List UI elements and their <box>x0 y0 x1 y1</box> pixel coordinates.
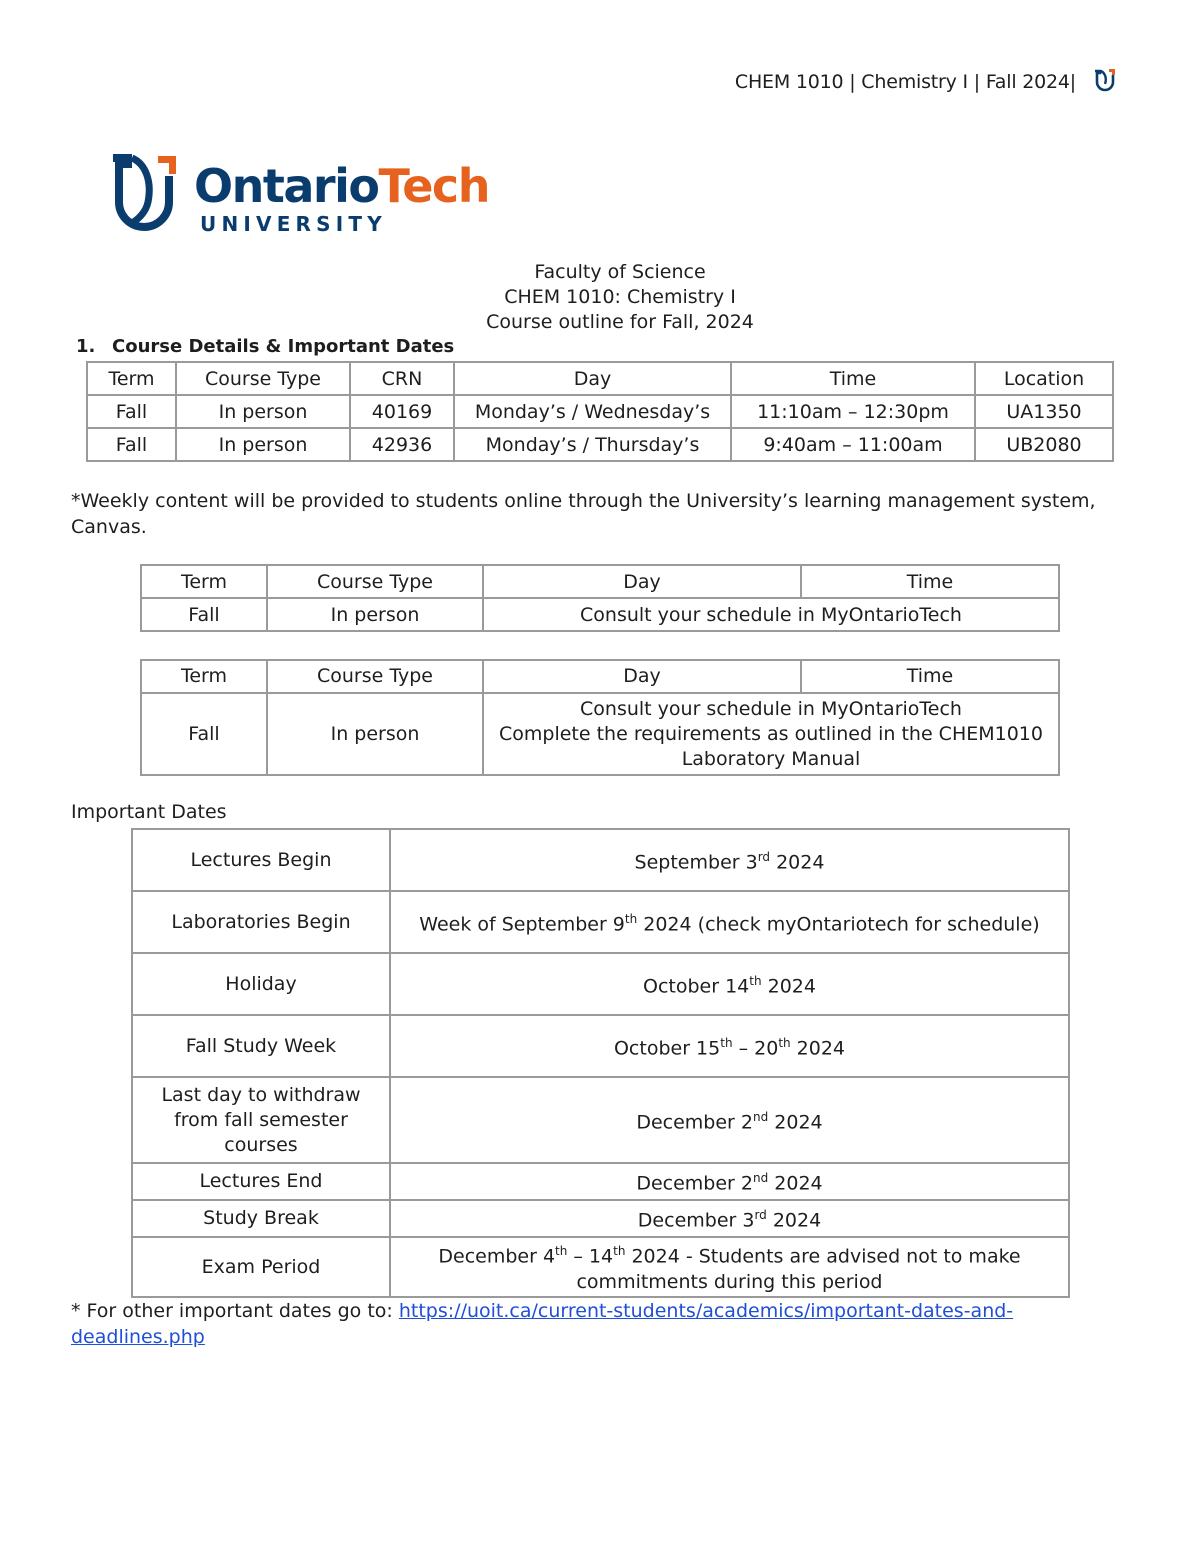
running-title: CHEM 1010 | Chemistry I | Fall 2024| <box>734 71 1076 93</box>
footnote-text: * For other important dates go to: <box>71 1300 399 1322</box>
date-cell: October 15th – 20th 2024 <box>390 1015 1069 1077</box>
event-cell: Lectures End <box>132 1163 390 1200</box>
table-row <box>141 693 1059 775</box>
header-cell: Location <box>975 362 1113 395</box>
header-cell: Term <box>87 362 176 395</box>
header-cell: Course Type <box>176 362 350 395</box>
date-cell: December 4th – 14th 2024 - Students are advised not to make commitments during this period <box>390 1237 1069 1297</box>
important-dates-footnote <box>71 1298 1131 1350</box>
logo-subtitle: UNIVERSITY <box>200 212 387 236</box>
table-row <box>87 395 1113 428</box>
table-row <box>87 428 1113 461</box>
date-cell: September 3rd 2024 <box>390 829 1069 891</box>
header-cell: CRN <box>350 362 454 395</box>
important-dates-label: Important Dates <box>71 801 227 823</box>
cell: Monday’s / Wednesday’s <box>454 395 731 428</box>
cell: Fall <box>87 428 176 461</box>
event-cell: Fall Study Week <box>132 1015 390 1077</box>
header-cell: Course Type <box>267 565 483 598</box>
cell: 42936 <box>350 428 454 461</box>
cell: Consult your schedule in MyOntarioTech Complete the requirements as outlined in the CHEM1010 Laboratory Manual <box>483 693 1059 775</box>
table-row <box>141 598 1059 631</box>
event-cell: Study Break <box>132 1200 390 1237</box>
cell: In person <box>176 428 350 461</box>
event-cell: Last day to withdraw from fall semester courses <box>132 1077 390 1163</box>
cell: Consult your schedule in MyOntarioTech <box>483 598 1059 631</box>
tutorial-table <box>140 564 1060 632</box>
section-title: Course Details & Important Dates <box>112 336 455 357</box>
course-name: CHEM 1010: Chemistry I <box>504 286 736 308</box>
table-row <box>132 1200 1069 1237</box>
laboratory-table <box>140 659 1060 776</box>
header-cell: Course Type <box>267 660 483 693</box>
running-header <box>735 68 1118 96</box>
important-dates-link[interactable]: https://uoit.ca/current-students/academics/important-dates-and-deadlines.php <box>71 1300 1014 1348</box>
header-cell: Day <box>483 565 801 598</box>
table-row <box>132 829 1069 891</box>
canvas-note: *Weekly content will be provided to students online through the University’s learning management system, Canvas. <box>71 490 1096 538</box>
table-row <box>132 1237 1069 1297</box>
date-cell: October 14th 2024 <box>390 953 1069 1015</box>
table-header-row <box>87 362 1113 395</box>
cell: In person <box>176 395 350 428</box>
date-cell: December 2nd 2024 <box>390 1163 1069 1200</box>
date-cell: Week of September 9th 2024 (check myOntariotech for schedule) <box>390 891 1069 953</box>
faculty-name: Faculty of Science <box>534 261 706 283</box>
cell: In person <box>267 693 483 775</box>
table-row <box>132 953 1069 1015</box>
cell: Fall <box>141 693 267 775</box>
cell: 11:10am – 12:30pm <box>731 395 975 428</box>
cell: Fall <box>87 395 176 428</box>
cell: UA1350 <box>975 395 1113 428</box>
ontario-tech-shield-icon <box>108 154 180 242</box>
event-cell: Lectures Begin <box>132 829 390 891</box>
date-cell: December 3rd 2024 <box>390 1200 1069 1237</box>
date-cell: December 2nd 2024 <box>390 1077 1069 1163</box>
outline-term: Course outline for Fall, 2024 <box>486 311 754 333</box>
cell: In person <box>267 598 483 631</box>
ontario-tech-logo-icon <box>1092 68 1118 96</box>
header-cell: Term <box>141 565 267 598</box>
event-cell: Exam Period <box>132 1237 390 1297</box>
header-cell: Day <box>483 660 801 693</box>
event-cell: Holiday <box>132 953 390 1015</box>
lecture-details-table <box>86 361 1114 462</box>
section-heading <box>76 336 454 357</box>
cell: 40169 <box>350 395 454 428</box>
important-dates-table <box>131 828 1070 1298</box>
university-logo <box>108 154 489 242</box>
course-title-block <box>0 260 1200 335</box>
logo-wordmark: OntarioTech <box>194 159 489 213</box>
table-row <box>132 1015 1069 1077</box>
header-cell: Time <box>801 660 1059 693</box>
section-number: 1. <box>76 336 96 357</box>
table-header-row <box>141 565 1059 598</box>
cell: 9:40am – 11:00am <box>731 428 975 461</box>
table-row <box>132 1163 1069 1200</box>
header-cell: Term <box>141 660 267 693</box>
cell: UB2080 <box>975 428 1113 461</box>
cell: Monday’s / Thursday’s <box>454 428 731 461</box>
header-cell: Time <box>801 565 1059 598</box>
header-cell: Day <box>454 362 731 395</box>
table-header-row <box>141 660 1059 693</box>
cell: Fall <box>141 598 267 631</box>
event-cell: Laboratories Begin <box>132 891 390 953</box>
table-row <box>132 891 1069 953</box>
header-cell: Time <box>731 362 975 395</box>
table-row <box>132 1077 1069 1163</box>
